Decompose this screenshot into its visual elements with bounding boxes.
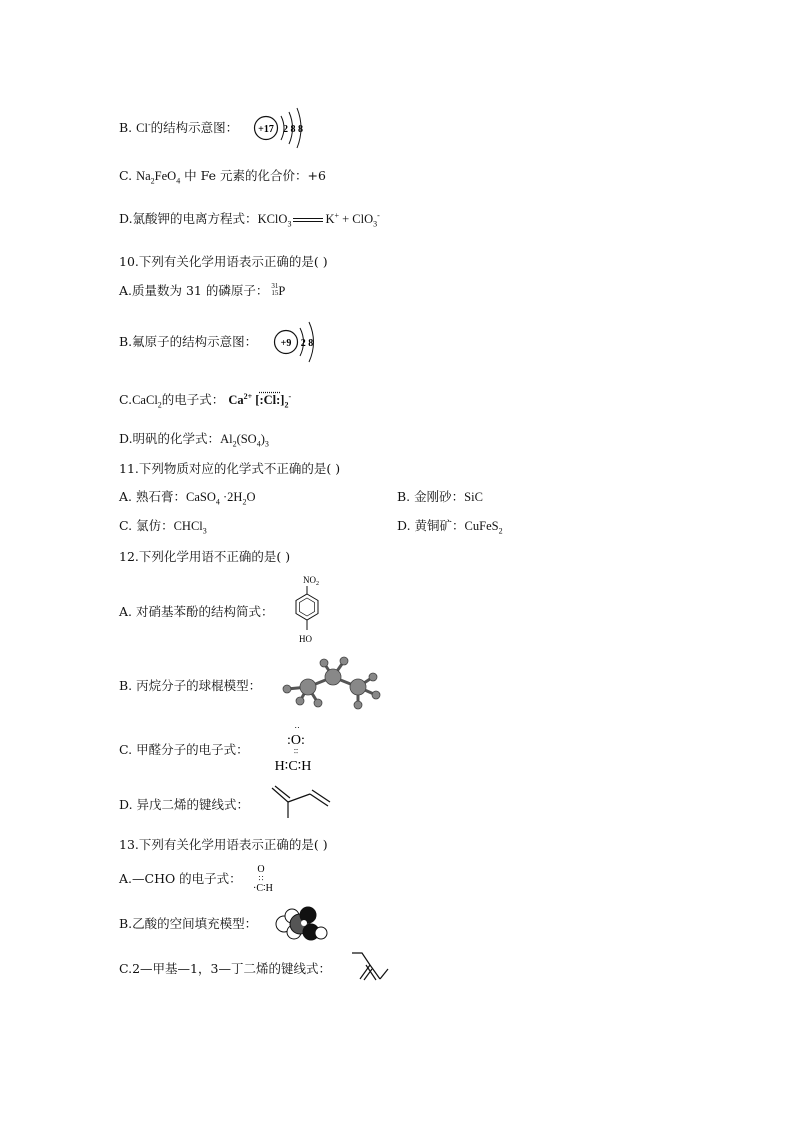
q10-option-b: B.氟原子的结构示意图： xyxy=(119,334,258,349)
svg-text:HO: HO xyxy=(299,634,312,644)
q13-b-acetic-acid-space-filling xyxy=(272,904,328,942)
q11-option-c: C. 氯仿：CHCl$_3$ xyxy=(119,518,207,536)
q12-option-c: C. 甲醛分子的电子式： xyxy=(119,742,249,757)
q12-b-propane-ball-stick xyxy=(278,655,382,711)
q13-a-ch: ·C∶H xyxy=(253,883,273,894)
q9-b-prefix: B. xyxy=(119,120,133,135)
q11-d-formula: CuFeS$_2$ xyxy=(464,519,503,536)
q11-a-formula: CaSO$_4$ $\cdot 2H_2O$ xyxy=(185,490,256,507)
q10-option-a: A.质量数为 31 的磷原子： 31 15 P xyxy=(119,281,286,298)
q13-option-c: C.2—甲基—1，3—丁二烯的键线式： xyxy=(119,961,331,976)
q11-c-formula: CHCl$_3$ xyxy=(173,519,207,536)
q13-a-o: O xyxy=(257,864,265,875)
q10-a-symbol: P xyxy=(278,284,286,298)
q9-b-atom-diagram xyxy=(252,108,312,148)
q10-c-electron-formula: $Ca^{2+}$ $[:Cl:]_2^-$ xyxy=(228,391,292,410)
q9-b-text: 的结构示意图： xyxy=(150,120,239,135)
q9-c-formula: $Na_2FeO_4$ xyxy=(136,169,181,186)
q11-b-formula: SiC xyxy=(464,490,483,504)
q10-b-atom-diagram xyxy=(272,320,322,364)
q9-option-c: C. $Na_2FeO_4$ 中 Fe 元素的化合价：+6 xyxy=(119,168,326,186)
q10-b-shells: 2 8 xyxy=(300,338,314,349)
q10-a-nuclide-numbers: 31 15 xyxy=(271,281,279,297)
q9-b-ion: Cl- xyxy=(136,119,151,135)
q12-c-formaldehyde-electron-formula xyxy=(266,722,326,774)
q9-option-b xyxy=(119,120,238,136)
q9-c-text: 中 Fe 元素的化合价：+6 xyxy=(184,168,326,183)
q10-stem: 10.下列有关化学用语表示正确的是( ) xyxy=(119,254,328,269)
q12-stem: 12.下列化学用语不正确的是( ) xyxy=(119,549,291,564)
q13-a-cho-electron-formula xyxy=(252,862,292,896)
q12-c-o: :O: xyxy=(287,733,305,748)
q12-option-d: D. 异戊二烯的键线式： xyxy=(119,797,250,812)
q12-a-nitrophenol-structure xyxy=(290,572,340,652)
q12-option-a: A. 对硝基苯酚的结构简式： xyxy=(119,604,274,619)
svg-text:‥: ‥ xyxy=(294,721,300,730)
q13-option-b: B.乙酸的空间填充模型： xyxy=(119,916,258,931)
q12-d-isoprene-skeletal xyxy=(270,786,332,820)
q9-b-shells: 2 8 8 xyxy=(283,124,303,135)
q11-option-a: A. 熟石膏：CaSO$_4$ $\cdot 2H_2O$ xyxy=(119,489,256,507)
q12-c-dots: ∶∶ xyxy=(293,747,299,756)
q10-c-formula: CaCl$_2$ xyxy=(132,393,162,410)
q9-d-equation: KClO$_3$ K+ + ClO$_3$- xyxy=(257,210,380,229)
q9-b-nucleus: +17 xyxy=(258,124,274,135)
q12-option-b: B. 丙烷分子的球棍模型： xyxy=(119,678,262,693)
q13-a-dots: ∷ xyxy=(258,874,264,883)
q9-option-d xyxy=(119,211,380,227)
q10-option-c: C.CaCl$_2$的电子式： $Ca^{2+}$ $[:Cl:]_2^-$ xyxy=(119,391,292,410)
q12-c-hch: H∶C∶H xyxy=(274,759,312,774)
q11-option-d: D. 黄铜矿：CuFeS$_2$ xyxy=(397,518,503,536)
q10-option-d: D.明矾的化学式：$Al_2(SO_4)_3$ xyxy=(119,431,269,449)
q13-c-methylbutadiene-skeletal xyxy=(350,951,392,983)
q13-option-a: A.—CHO 的电子式： xyxy=(119,871,242,886)
q11-stem: 11.下列物质对应的化学式不正确的是( ) xyxy=(119,461,341,476)
q13-stem: 13.下列有关化学用语表示正确的是( ) xyxy=(119,837,328,852)
q9-d-text: D.氯酸钾的电离方程式： xyxy=(119,211,258,226)
q10-b-nucleus: +9 xyxy=(280,338,292,349)
svg-text:NO2: $NO_2$ xyxy=(303,575,319,587)
q11-option-b: B. 金刚砂：SiC xyxy=(397,489,483,504)
q10-d-formula: $Al_2(SO_4)_3$ xyxy=(220,432,269,449)
